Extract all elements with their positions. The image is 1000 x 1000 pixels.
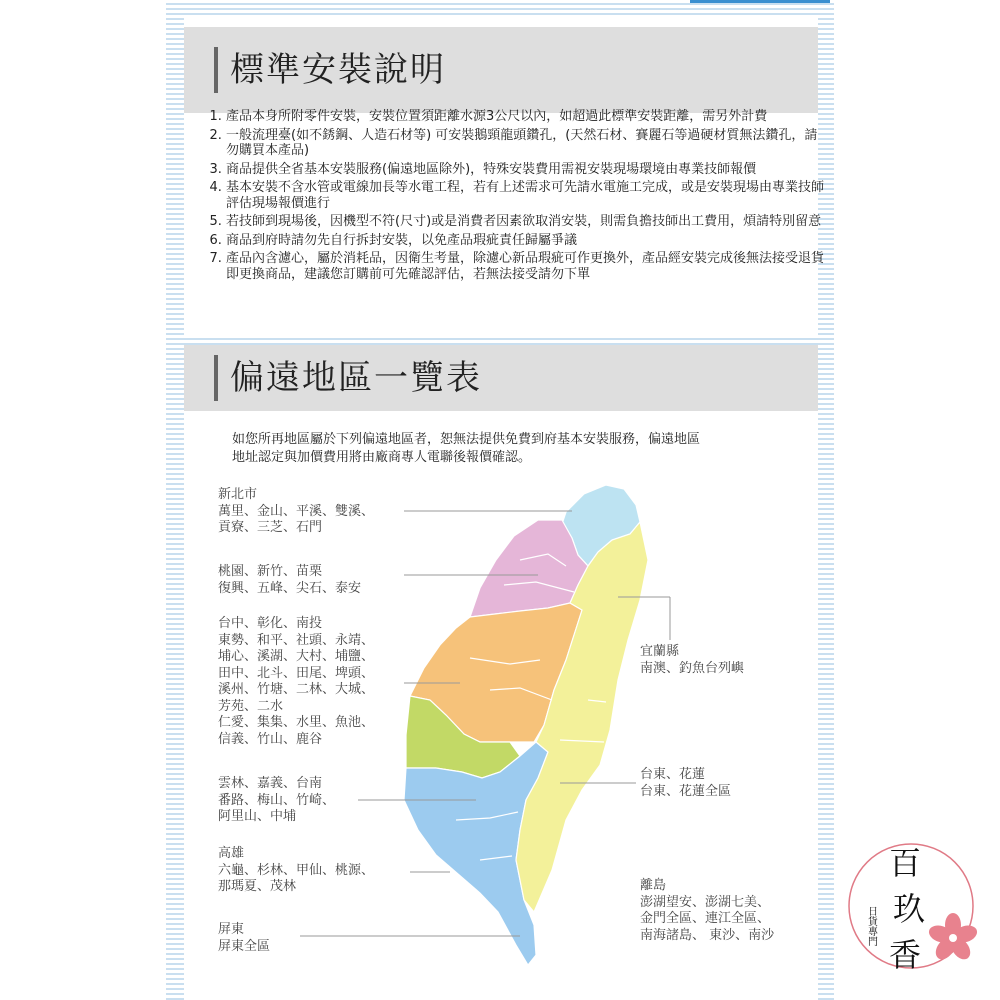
region-label: 新北市 xyxy=(218,487,258,502)
section-title: 偏遠地區一覽表 xyxy=(230,358,482,398)
region-towns: 田中、北斗、田尾、埤頭、 xyxy=(218,665,375,681)
region-towns: 屏東全區 xyxy=(218,938,271,954)
rule-item: 5. 若技師到現場後，因機型不符(尺寸)或是消費者因素欲取消安裝，則需負擔技師出工費用，煩請特別留意 xyxy=(226,214,826,230)
region-label: 台中、彰化、南投 xyxy=(218,616,323,631)
logo-char: 香 xyxy=(889,936,922,974)
region-towns: 金門全區、連江全區、 xyxy=(640,911,771,926)
region-taoyuan xyxy=(218,564,361,597)
region-label: 高雄 xyxy=(218,846,245,861)
region-towns: 復興、五峰、尖石、泰安 xyxy=(218,580,362,596)
region-towns: 番路、梅山、竹崎、 xyxy=(218,792,336,808)
region-towns: 阿里山、中埔 xyxy=(218,809,297,824)
rule-item: 7. 產品內含濾心，屬於消耗品，因衛生考量，除濾心新品瑕疵可作更換外，產品經安裝完成後無法接受退貨即更換商品，建議您訂購前可先確認評估，若無法接受請勿下單 xyxy=(226,251,826,282)
section-title: 標準安裝說明 xyxy=(230,50,446,90)
rule-item: 3. 商品提供全省基本安裝服務(偏遠地區除外)，特殊安裝費用需視安裝現場環境由專業技師報價 xyxy=(226,162,826,178)
region-towns: 那瑪夏、茂林 xyxy=(218,879,297,894)
region-taitung xyxy=(640,767,731,800)
region-label: 宜蘭縣 xyxy=(640,644,680,659)
region-islands xyxy=(640,878,774,944)
logo-char: 百 xyxy=(889,844,922,882)
region-yunlin xyxy=(218,776,335,826)
region-towns: 埔心、溪湖、大村、埔鹽、 xyxy=(218,649,375,664)
region-kaohsiung xyxy=(218,846,374,896)
region-label: 離島 xyxy=(640,878,667,893)
logo-char: 玖 xyxy=(893,890,926,928)
region-label: 雲林、嘉義、台南 xyxy=(218,776,323,791)
rule-item: 4. 基本安裝不含水管或電線加長等水電工程，若有上述需求可先請水電施工完成，或是安裝現場由專業技師評估現場報價進行 xyxy=(226,180,826,211)
region-yilan xyxy=(640,644,744,677)
region-towns: 信義、竹山、鹿谷 xyxy=(218,731,323,747)
region-towns: 芳苑、二水 xyxy=(218,698,284,714)
rule-item: 2. 一般流理臺(如不銹鋼、人造石材等) 可安裝鵝頸龍頭鑽孔，(天然石材、賽麗石等過硬材質無法鑽孔，請勿購買本產品) xyxy=(226,128,826,159)
logo-small-text: 日貨專門 xyxy=(865,906,877,946)
region-towns: 仁愛、集集、水里、魚池、 xyxy=(218,715,375,730)
region-towns: 東勢、和平、社頭、永靖、 xyxy=(218,632,375,648)
region-label: 桃園、新竹、苗栗 xyxy=(218,564,323,579)
brand-logo xyxy=(845,836,985,986)
region-towns: 萬里、金山、平溪、雙溪、 xyxy=(218,503,375,519)
region-xinbei xyxy=(218,487,374,537)
region-taichung xyxy=(218,616,374,748)
intro-line: 如您所再地區屬於下列偏遠地區者，恕無法提供免費到府基本安裝服務，偏遠地區 xyxy=(232,432,701,447)
region-pingtung xyxy=(218,922,270,955)
region-label: 台東、花蓮 xyxy=(640,767,706,782)
region-towns: 南海諸島、 東沙、南沙 xyxy=(640,927,775,943)
region-towns: 溪州、竹塘、二林、大城、 xyxy=(218,682,375,697)
rule-item: 6. 商品到府時請勿先自行拆封安裝，以免產品瑕疵責任歸屬爭議 xyxy=(226,233,826,249)
region-towns: 台東、花蓮全區 xyxy=(640,783,732,799)
region-towns: 南澳、釣魚台列嶼 xyxy=(640,660,745,676)
intro-line: 地址認定與加價費用將由廠商專人電聯後報價確認。 xyxy=(232,450,532,465)
region-label: 屏東 xyxy=(218,922,245,937)
region-towns: 澎湖望安、澎湖七美、 xyxy=(640,894,771,910)
region-towns: 六龜、杉林、甲仙、桃源、 xyxy=(218,862,375,878)
region-towns: 貢寮、三芝、石門 xyxy=(218,520,323,535)
rule-item: 1. 產品本身所附零件安裝，安裝位置須距離水源3公尺以內，如超過此標準安裝距離，需另外計費 xyxy=(226,109,826,125)
